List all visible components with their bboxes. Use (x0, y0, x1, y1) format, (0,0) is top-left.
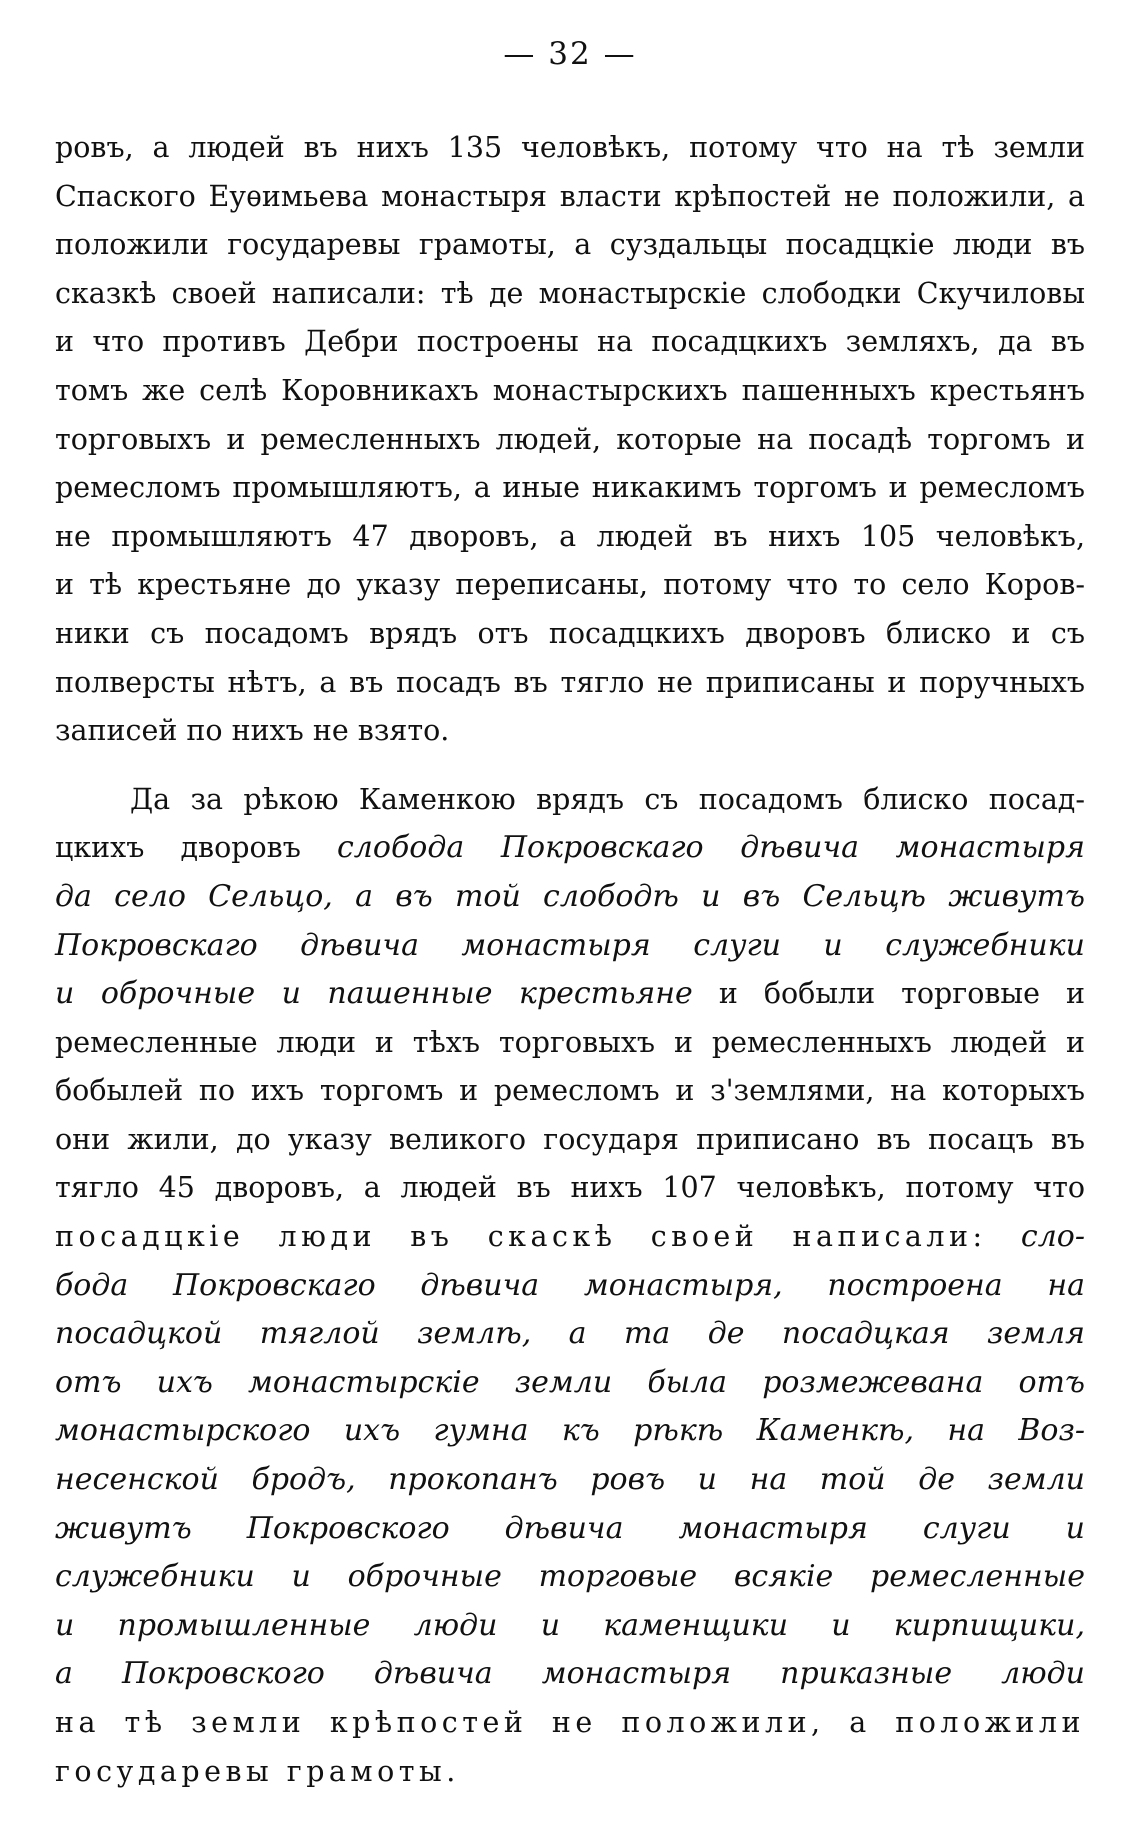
page-number: — 32 — (503, 36, 637, 72)
text-segment: томъ же селѣ Коровникахъ монастырскихъ пашенныхъ крестьянъ (55, 373, 1085, 407)
text-segment: не промышляютъ 47 дворовъ, а людей въ нихъ 105 человѣкъ, (55, 519, 1085, 553)
text-segment: и что противъ Дебри построены на посадцкихъ земляхъ, да въ (55, 325, 1085, 359)
text-line (55, 659, 1085, 708)
text-segment: на тѣ земли крѣпостей не положили, а положили (55, 1706, 1085, 1739)
text-segment: посадцкіе люди въ скаскѣ своей написали: (55, 1220, 1021, 1254)
paragraph (55, 776, 1085, 1796)
text-segment: торговыхъ и ремесленныхъ людей, которые на посадѣ торгомъ и (55, 422, 1085, 456)
text-line (55, 1602, 1085, 1651)
text-segment: цкихъ дворовъ (55, 831, 337, 865)
text-line (55, 1164, 1085, 1213)
text-line (55, 1407, 1085, 1456)
text-segment: ремесломъ промышляютъ, а иные никакимъ торгомъ и ремесломъ (55, 471, 1085, 505)
text-segment: Спаского Еуѳимьева монастыря власти крѣпостей не положили, а (55, 179, 1085, 213)
document-page (55, 30, 1085, 1796)
paragraph (55, 124, 1085, 756)
text-segment: ники съ посадомъ врядъ отъ посадцкихъ дворовъ блиско и съ (55, 616, 1085, 650)
text-segment: ремесленные люди и тѣхъ торговыхъ и ремесленныхъ людей и (55, 1025, 1085, 1059)
text-line (55, 970, 1085, 1019)
text-line (55, 707, 1085, 756)
italic-text-segment: бода Покровскаго дѣвича монастыря, построена на (55, 1267, 1085, 1303)
text-line (55, 1505, 1085, 1554)
text-line (55, 367, 1085, 416)
text-segment: сказкѣ своей написали: тѣ де монастырскіе слободки Скучиловы (55, 276, 1085, 310)
text-line (55, 221, 1085, 270)
italic-text-segment: отъ ихъ монастырскіе земли была розмежевана отъ (55, 1364, 1085, 1400)
text-line (55, 416, 1085, 465)
text-line (55, 1310, 1085, 1359)
text-segment: записей по нихъ не взято. (55, 714, 450, 748)
italic-text-segment: монастырского ихъ гумна къ рѣкѣ Каменкѣ, на Воз- (55, 1413, 1085, 1449)
italic-text-segment: слобода Покровскаго дѣвича монастыря (337, 830, 1085, 866)
italic-text-segment: несенской бродъ, прокопанъ ровъ и на той де земли (55, 1462, 1085, 1498)
italic-text-segment: и промышленные люди и каменщики и кирпищики, (55, 1607, 1085, 1643)
text-line (55, 776, 1085, 825)
italic-text-segment: Покровскаго дѣвича монастыря слуги и служебники (55, 927, 1085, 963)
text-line (55, 824, 1085, 873)
text-line (55, 464, 1085, 513)
italic-text-segment: да село Сельцо, а въ той слободѣ и въ Сельцѣ живутъ (55, 878, 1085, 914)
text-line (55, 1553, 1085, 1602)
text-line (55, 513, 1085, 562)
text-line (55, 124, 1085, 173)
text-line (55, 922, 1085, 971)
text-segment: Да за рѣкою Каменкою врядъ съ посадомъ блиско посад- (130, 782, 1085, 816)
text-line (55, 1116, 1085, 1165)
text-line (55, 1699, 1085, 1748)
text-segment: они жили, до указу великого государя приписано въ посацъ въ (55, 1122, 1085, 1156)
text-line (55, 1262, 1085, 1311)
text-line (55, 1359, 1085, 1408)
body-text (55, 124, 1085, 1796)
text-segment: и бобыли торговые и (692, 977, 1085, 1011)
text-line (55, 610, 1085, 659)
italic-text-segment: живутъ Покровского дѣвича монастыря слуги и (55, 1510, 1085, 1546)
text-line (55, 1456, 1085, 1505)
italic-text-segment: и оброчные и пашенные крестьяне (55, 976, 693, 1012)
italic-text-segment: посадцкой тяглой землѣ, а та де посадцкая земля (55, 1316, 1085, 1352)
text-line (55, 318, 1085, 367)
text-line (55, 1650, 1085, 1699)
text-line (55, 1067, 1085, 1116)
text-line (55, 1019, 1085, 1068)
text-segment: государевы грамоты. (55, 1754, 460, 1788)
text-segment: бобылей по ихъ торгомъ и ремесломъ и з'землями, на которыхъ (55, 1074, 1085, 1108)
italic-text-segment: сло- (1020, 1219, 1085, 1255)
text-line (55, 270, 1085, 319)
text-line (55, 1748, 1085, 1797)
italic-text-segment: а Покровского дѣвича монастыря приказные люди (55, 1656, 1085, 1692)
text-segment: положили государевы грамоты, а суздальцы посадцкіе люди въ (55, 228, 1085, 262)
text-segment: и тѣ крестьяне до указу переписаны, потому что то село Коров- (55, 568, 1085, 602)
text-line (55, 1213, 1085, 1262)
italic-text-segment: служебники и оброчные торговые всякіе ремесленные (55, 1559, 1085, 1595)
text-segment: ровъ, а людей въ нихъ 135 человѣкъ, потому что на тѣ земли (55, 131, 1085, 164)
text-line (55, 561, 1085, 610)
text-line (55, 873, 1085, 922)
text-segment: тягло 45 дворовъ, а людей въ нихъ 107 человѣкъ, потому что (55, 1171, 1085, 1205)
text-line (55, 173, 1085, 222)
text-segment: полверсты нѣтъ, а въ посадъ въ тягло не приписаны и поручныхъ (55, 665, 1085, 699)
